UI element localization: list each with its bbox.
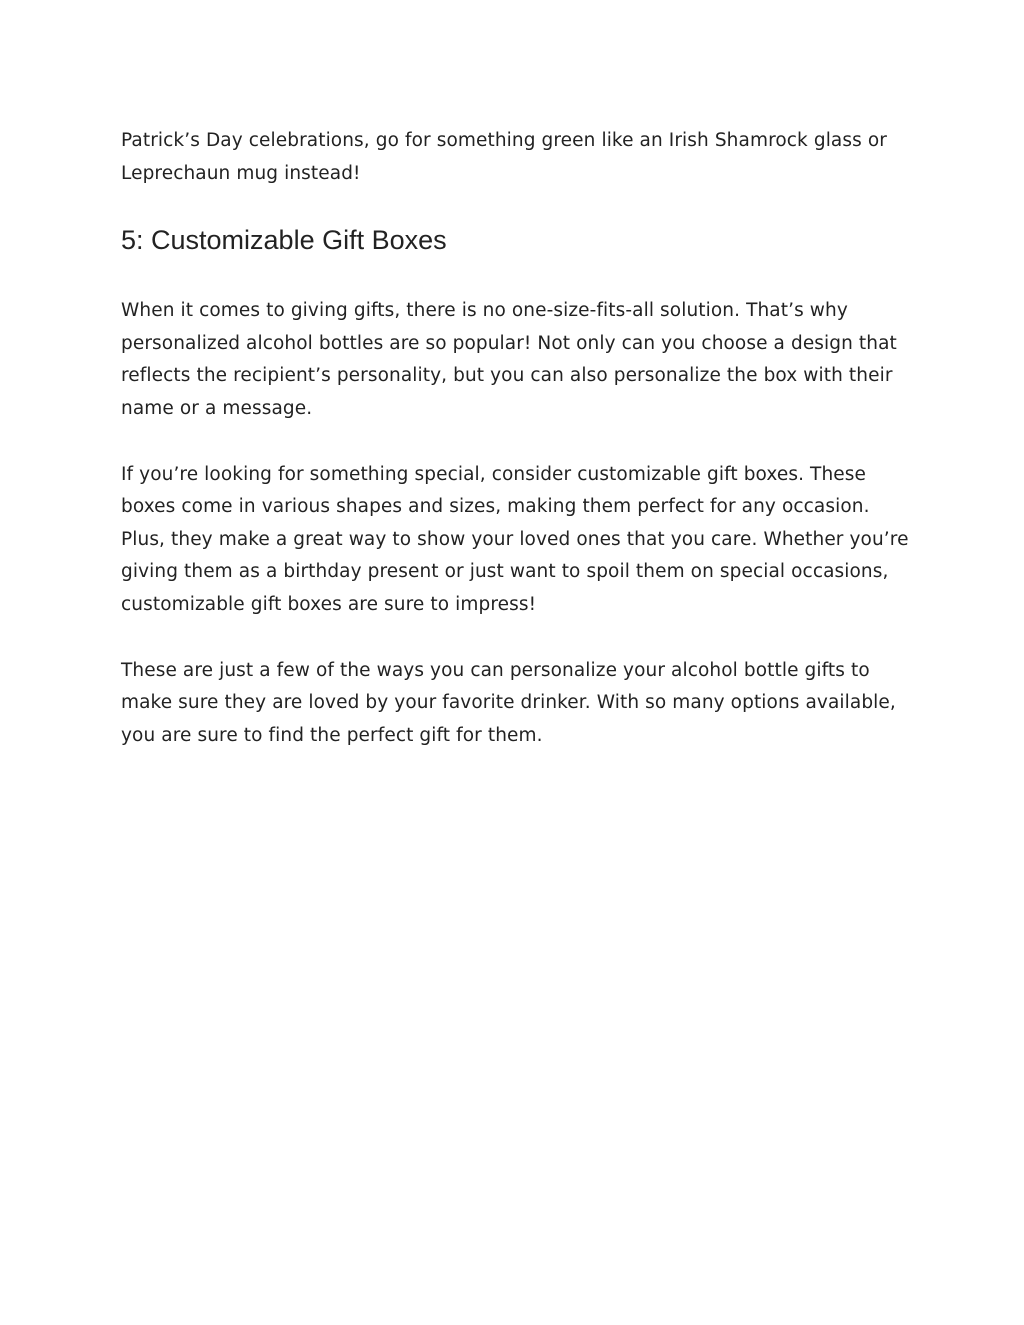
body-paragraph-2: If you’re looking for something special, consider customizable gift boxes. These boxes come in various shapes and sizes, making them perfect for any occasion. Plus, they make a great way to show your loved ones that you care. Whether you’re giving them as a birthday present or just want to spoil them on special occasions, customizable gift boxes are sure to impress!: [121, 463, 909, 615]
document-page: [121, 125, 911, 752]
intro-paragraph: Patrick’s Day celebrations, go for something green like an Irish Shamrock glass or Leprechaun mug instead!: [121, 130, 887, 184]
body-paragraph-1: When it comes to giving gifts, there is no one-size-fits-all solution. That’s why personalized alcohol bottles are so popular! Not only can you choose a design that reflects the recipient’s personality, but you can also personalize the box with their name or a message.: [121, 300, 897, 419]
section-heading: 5: Customizable Gift Boxes: [121, 225, 447, 256]
body-paragraph-3: These are just a few of the ways you can personalize your alcohol bottle gifts to make sure they are loved by your favorite drinker. With so many options available, you are sure to find the perfect gift for them.: [121, 659, 896, 746]
